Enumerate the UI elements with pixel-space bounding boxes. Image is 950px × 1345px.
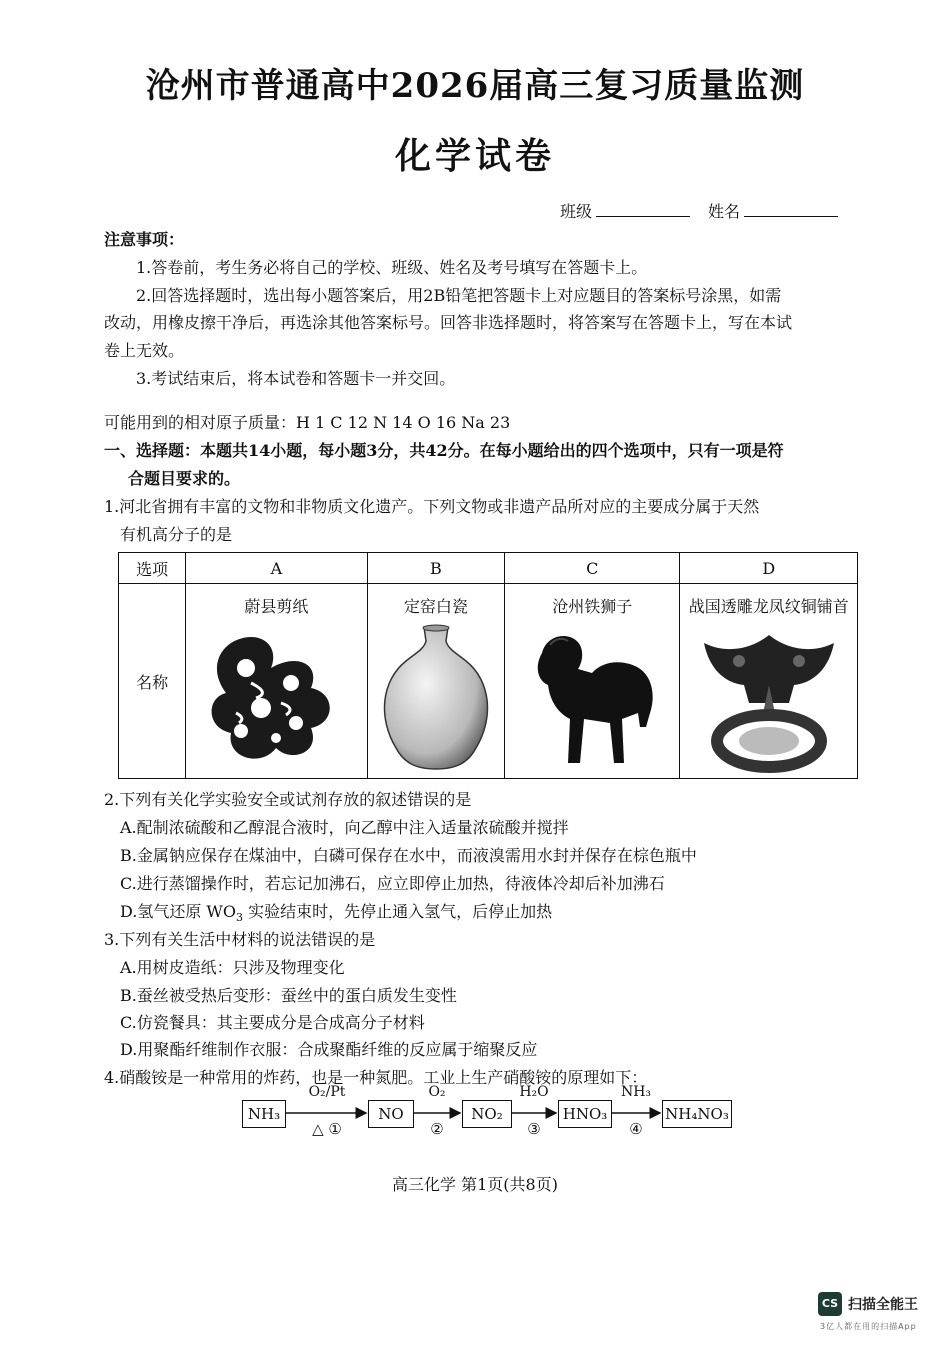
bronze-knocker-image <box>694 623 844 773</box>
nh3-box: NH₃ <box>242 1100 286 1128</box>
paper-cutting-image <box>201 623 351 771</box>
step3-reagent: H₂O <box>519 1084 549 1100</box>
q2-stem: 2.下列有关化学实验安全或试剂存放的叙述错误的是 <box>104 790 472 809</box>
name-header: 名称 <box>119 584 186 779</box>
exam-subtitle: 化学试卷 <box>394 135 555 177</box>
no-box: NO <box>368 1100 414 1128</box>
q3-stem: 3.下列有关生活中材料的说法错误的是 <box>104 930 376 949</box>
q2-option-c: C.进行蒸馏操作时，若忘记加沸石，应立即停止加热，待液体冷却后补加沸石 <box>120 874 665 893</box>
item-a-name: 蔚县剪纸 <box>244 597 309 616</box>
option-a: A <box>186 553 367 584</box>
scanner-watermark <box>818 1290 938 1334</box>
name-label: 姓名 <box>708 202 741 221</box>
notice-line-3: 3.考试结束后，将本试卷和答题卡一并交回。 <box>136 369 456 388</box>
q2-option-d <box>120 902 552 928</box>
option-d: D <box>680 553 858 584</box>
notice-line-2a: 2.回答选择题时，选出每小题答案后，用2B铅笔把答题卡上对应题目的答案标号涂黑，如需 <box>136 286 782 305</box>
q1-table <box>118 552 858 779</box>
class-blank <box>596 202 690 217</box>
iron-lion-image <box>522 623 662 773</box>
section1-line1: 一、选择题：本题共14小题，每小题3分，共42分。在每小题给出的四个选项中，只有一项是符 <box>104 441 784 460</box>
notice-heading: 注意事项： <box>104 230 185 249</box>
q4-stem: 4.硝酸铵是一种常用的炸药，也是一种氮肥。工业上生产硝酸铵的原理如下： <box>104 1068 648 1087</box>
atomic-masses: 可能用到的相对原子质量：H 1 C 12 N 14 O 16 Na 23 <box>104 413 511 432</box>
page-footer: 高三化学 第1页(共8页) <box>392 1175 558 1194</box>
class-label: 班级 <box>560 202 593 221</box>
section1-line2: 合题目要求的。 <box>128 469 241 488</box>
q2-d-post: 实验结束时，先停止通入氢气，后停止加热 <box>243 902 553 921</box>
q2-option-a: A.配制浓硫酸和乙醇混合液时，向乙醇中注入适量浓硫酸并搅拌 <box>120 818 569 837</box>
scanner-name: 扫描全能王 <box>848 1297 918 1313</box>
q2-option-b: B.金属钠应保存在煤油中，白磷可保存在水中，而液溴需用水封并保存在棕色瓶中 <box>120 846 697 865</box>
cs-logo: CS <box>818 1292 842 1316</box>
q2-d-sub: 3 <box>236 911 243 925</box>
step2-reagent: O₂ <box>428 1084 446 1100</box>
porcelain-vase-image <box>376 623 496 773</box>
item-b-name: 定窑白瓷 <box>403 597 468 616</box>
notice-line-2c: 卷上无效。 <box>104 341 185 360</box>
reaction-flow <box>240 1084 740 1144</box>
item-b-cell <box>367 584 504 779</box>
q3-option-c: C.仿瓷餐具：其主要成分是合成高分子材料 <box>120 1013 425 1032</box>
q1-stem-1: 1.河北省拥有丰富的文物和非物质文化遗产。下列文物或非遗产品所对应的主要成分属于天然 <box>104 497 760 516</box>
scanner-tagline: 3亿人都在用的扫描App <box>820 1322 917 1331</box>
step3-label: ③ <box>527 1120 541 1138</box>
step4-reagent: NH₃ <box>620 1084 652 1100</box>
nh4no3-box: NH₄NO₃ <box>662 1100 732 1128</box>
step1-label: △ ① <box>312 1120 342 1138</box>
item-c-cell <box>505 584 680 779</box>
item-a-cell <box>186 584 367 779</box>
step2-label: ② <box>430 1120 444 1138</box>
name-blank <box>744 202 838 217</box>
q2-d-pre: D.氢气还原 WO <box>120 902 236 921</box>
option-c: C <box>505 553 680 584</box>
item-d-cell <box>680 584 858 779</box>
item-d-name: 战国透雕龙凤纹铜铺首 <box>688 597 849 616</box>
option-header: 选项 <box>119 553 186 584</box>
step1-reagent: O₂/Pt <box>308 1084 346 1100</box>
student-info <box>560 202 856 222</box>
notice-line-1: 1.答卷前，考生务必将自己的学校、班级、姓名及考号填写在答题卡上。 <box>136 258 648 277</box>
step4-label: ④ <box>629 1120 643 1138</box>
exam-title: 沧州市普通高中2026届高三复习质量监测 <box>145 66 805 106</box>
q3-option-a: A.用树皮造纸：只涉及物理变化 <box>120 958 345 977</box>
hno3-box: HNO₃ <box>558 1100 612 1128</box>
item-c-name: 沧州铁狮子 <box>552 597 633 616</box>
notice-line-2b: 改动，用橡皮擦干净后，再选涂其他答案标号。回答非选择题时，将答案写在答题卡上，写在本试 <box>104 313 793 332</box>
option-b: B <box>367 553 504 584</box>
q3-option-b: B.蚕丝被受热后变形：蚕丝中的蛋白质发生变性 <box>120 986 457 1005</box>
q3-option-d: D.用聚酯纤维制作衣服：合成聚酯纤维的反应属于缩聚反应 <box>120 1040 538 1059</box>
q1-stem-2: 有机高分子的是 <box>120 525 233 544</box>
no2-box: NO₂ <box>462 1100 512 1128</box>
